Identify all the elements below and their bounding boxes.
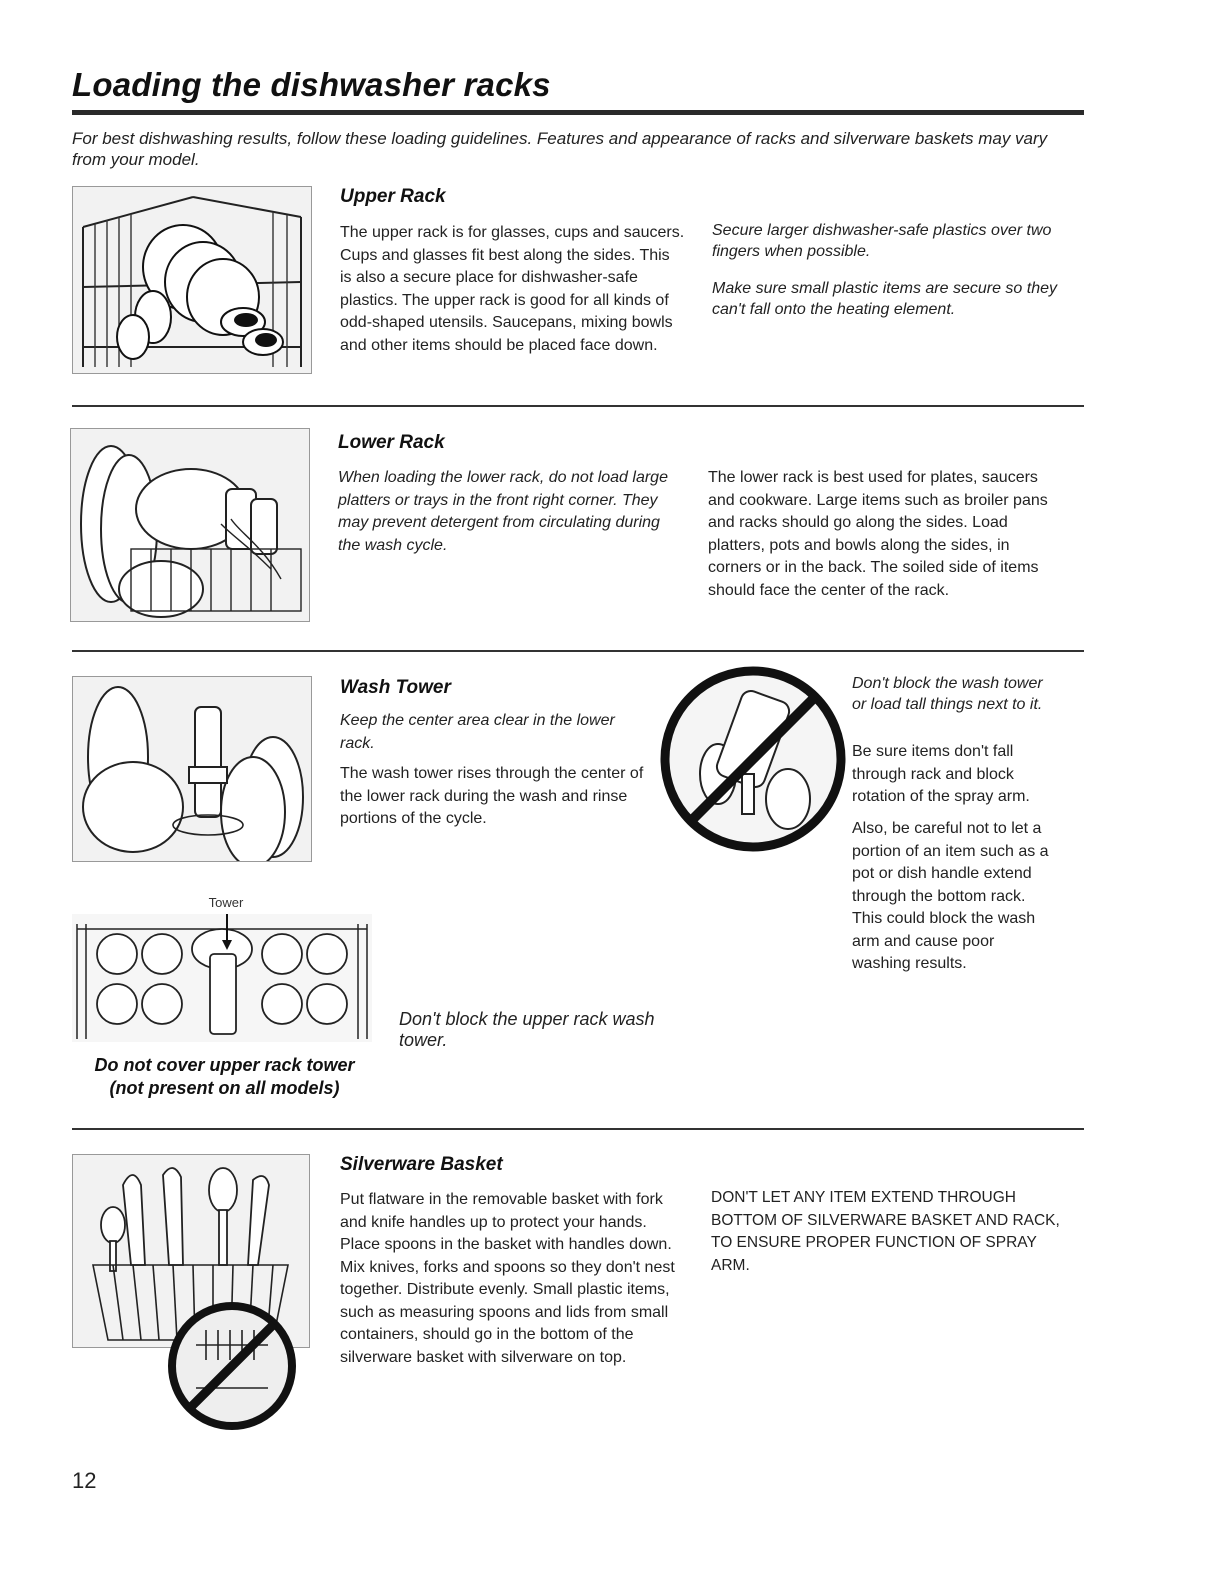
upper-rack-note-1: Secure larger dishwasher-safe plastics over two fingers when possible.: [712, 222, 1052, 260]
lower-rack-heading: Lower Rack: [338, 432, 445, 453]
page-number: 12: [72, 1468, 97, 1493]
upper-rack-heading: Upper Rack: [340, 186, 446, 207]
section-divider: [72, 650, 1084, 652]
wash-tower-illustration: [72, 676, 312, 862]
wash-tower-side-body-2: Also, be careful not to let a portion of an item such as a pot or dish handle extend through the bottom rack. This could block the wash arm and cause poor washing results.: [852, 820, 1049, 972]
no-tall-items-illustration: [658, 664, 848, 854]
intro-text: For best dishwashing results, follow these loading guidelines. Features and appearance of racks and silverware baskets may vary from your model.: [72, 129, 1048, 169]
upper-tower-illustration: [72, 914, 372, 1042]
lower-rack-note: When loading the lower rack, do not load large platters or trays in the front right corner. They may prevent detergent from circulating during the wash cycle.: [338, 469, 668, 554]
lower-rack-illustration: [70, 428, 310, 622]
no-extend-through-basket-icon: [166, 1300, 298, 1432]
wash-tower-note: Keep the center area clear in the lower rack.: [340, 712, 615, 752]
lower-rack-body: The lower rack is best used for plates, saucers and cookware. Large items such as broiler pans and racks should go along the sides. Load platters, pots and bowls along the sides, in corners or in the back. The soiled side of items should face the center of the rack.: [708, 469, 1048, 599]
wash-tower-heading: Wash Tower: [340, 677, 451, 698]
page-title: Loading the dishwasher racks: [72, 66, 551, 103]
upper-rack-note-2: Make sure small plastic items are secure so they can't fall onto the heating element.: [712, 280, 1058, 318]
upper-tower-bold-caption-2: (not present on all models): [109, 1078, 340, 1098]
wash-tower-side-body-1: Be sure items don't fall through rack and block rotation of the spray arm.: [852, 743, 1030, 805]
upper-tower-caption: Don't block the upper rack wash tower.: [399, 1009, 655, 1050]
silverware-body: Put flatware in the removable basket with fork and knife handles up to protect your hands. Place spoons in the basket with handles down. Mix knives, forks and spoons so they don't nest together. Distribute evenly. Small plastic items, such as measuring spoons and lids from small containers, should go in the bottom of the silverware basket with silverware on top.: [340, 1191, 675, 1366]
wash-tower-side-note: Don't block the wash tower or load tall things next to it.: [852, 675, 1043, 713]
section-divider: [72, 405, 1084, 407]
wash-tower-body: The wash tower rises through the center of the lower rack during the wash and rinse portions of the cycle.: [340, 765, 644, 827]
silverware-warning: DON'T LET ANY ITEM EXTEND THROUGH BOTTOM OF SILVERWARE BASKET AND RACK, TO ENSURE PROPER FUNCTION OF SPRAY ARM.: [711, 1189, 1060, 1274]
upper-rack-body: The upper rack is for glasses, cups and saucers. Cups and glasses fit best along the sides. This is also a secure place for dishwasher-safe plastics. The upper rack is good for all kinds of odd-shaped utensils. Saucepans, mixing bowls and other items should be placed face down.: [340, 224, 685, 354]
upper-tower-bold-caption-1: Do not cover upper rack tower: [94, 1055, 355, 1075]
title-rule: [72, 110, 1084, 115]
silverware-heading: Silverware Basket: [340, 1154, 503, 1175]
upper-rack-illustration: [72, 186, 312, 374]
tower-label: Tower: [208, 895, 244, 910]
section-divider: [72, 1128, 1084, 1130]
